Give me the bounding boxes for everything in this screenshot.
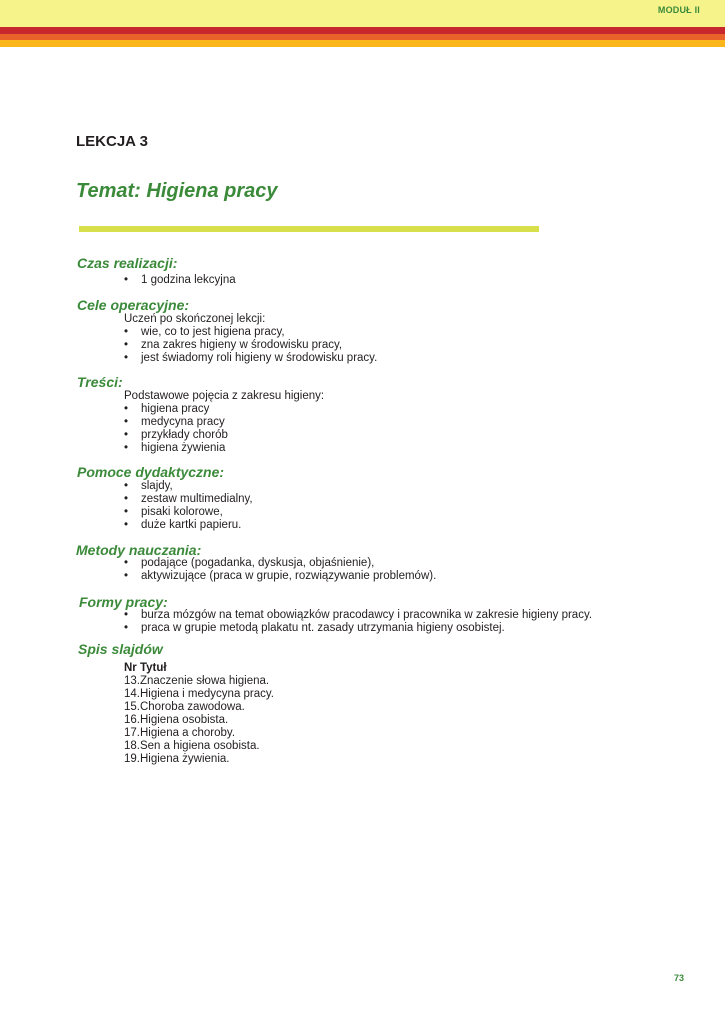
lesson-title: LEKCJA 3	[76, 133, 148, 150]
section-body-tresci	[124, 390, 324, 455]
slide-list-item: 13.Znaczenie słowa higiena.	[124, 675, 270, 687]
module-label: MODUŁ II	[657, 5, 700, 15]
section-heading-cele: Cele operacyjne:	[77, 297, 190, 313]
list-item: • 1 godzina lekcyjna	[124, 274, 236, 286]
slide-list-item: 18.Sen a higiena osobista.	[124, 740, 260, 752]
list-item: • higiena żywienia	[124, 442, 226, 454]
bullet: •	[124, 403, 129, 415]
list-item: • slajdy,	[124, 480, 173, 492]
page-number: 73	[673, 973, 684, 983]
section-heading-metody: Metody nauczania:	[76, 542, 202, 558]
section-body-pomoce	[124, 480, 253, 532]
list-item: • pisaki kolorowe,	[124, 506, 223, 518]
bullet: •	[124, 416, 129, 428]
list-item: • praca w grupie metodą plakatu nt. zasady utrzymania higieny osobistej.	[124, 622, 505, 634]
bullet: •	[124, 274, 129, 286]
section-body-metody	[124, 557, 436, 583]
list-item: • jest świadomy roli higieny w środowisku pracy.	[124, 352, 378, 364]
section-heading-czas: Czas realizacji:	[77, 255, 178, 271]
section-heading-spis: Spis slajdów	[78, 641, 163, 657]
section-body-spis	[124, 662, 274, 766]
header-band	[0, 0, 725, 27]
slide-list-item: 15.Choroba zawodowa.	[124, 701, 245, 713]
section-intro: Podstawowe pojęcia z zakresu higieny:	[124, 390, 325, 402]
bullet: •	[124, 557, 129, 569]
title-divider	[79, 226, 539, 232]
list-item: • zestaw multimedialny,	[124, 493, 253, 505]
list-item: • higiena pracy	[124, 403, 210, 415]
list-item: • medycyna pracy	[124, 416, 225, 428]
header-stripe-yellow	[0, 40, 725, 47]
bullet: •	[124, 429, 129, 441]
bullet: •	[124, 326, 129, 338]
section-body-formy	[124, 609, 592, 635]
slide-list-item: 16.Higiena osobista.	[124, 714, 229, 726]
bullet: •	[124, 352, 129, 364]
slide-list-header: Nr Tytuł	[124, 662, 167, 674]
bullet: •	[124, 339, 129, 351]
list-item: • podające (pogadanka, dyskusja, objaśnienie),	[124, 557, 375, 569]
slide-list-item: 19.Higiena żywienia.	[124, 753, 230, 765]
section-intro: Uczeń po skończonej lekcji:	[124, 313, 266, 325]
list-item: • zna zakres higieny w środowisku pracy,	[124, 339, 343, 351]
bullet: •	[124, 493, 129, 505]
bullet: •	[124, 506, 129, 518]
section-heading-formy: Formy pracy:	[79, 594, 168, 610]
bullet: •	[124, 622, 129, 634]
section-body-cele	[124, 313, 377, 365]
slide-list-item: 14.Higiena i medycyna pracy.	[124, 688, 274, 700]
topic-title: Temat: Higiena pracy	[76, 180, 278, 202]
slide-list-item: 17.Higiena a choroby.	[124, 727, 236, 739]
list-item: • aktywizujące (praca w grupie, rozwiązywanie problemów).	[124, 570, 437, 582]
list-item: • wie, co to jest higiena pracy,	[124, 326, 285, 338]
list-item: • duże kartki papieru.	[124, 519, 242, 531]
list-item: • burza mózgów na temat obowiązków pracodawcy i pracownika w zakresie higieny pracy.	[124, 609, 593, 621]
header-stripe-red	[0, 27, 725, 34]
bullet: •	[124, 480, 129, 492]
bullet: •	[124, 570, 129, 582]
section-body-czas	[124, 274, 236, 287]
list-item: • przykłady chorób	[124, 429, 228, 441]
section-heading-tresci: Treści:	[77, 374, 123, 390]
section-heading-pomoce: Pomoce dydaktyczne:	[77, 464, 225, 480]
bullet: •	[124, 442, 129, 454]
bullet: •	[124, 609, 129, 621]
bullet: •	[124, 519, 129, 531]
